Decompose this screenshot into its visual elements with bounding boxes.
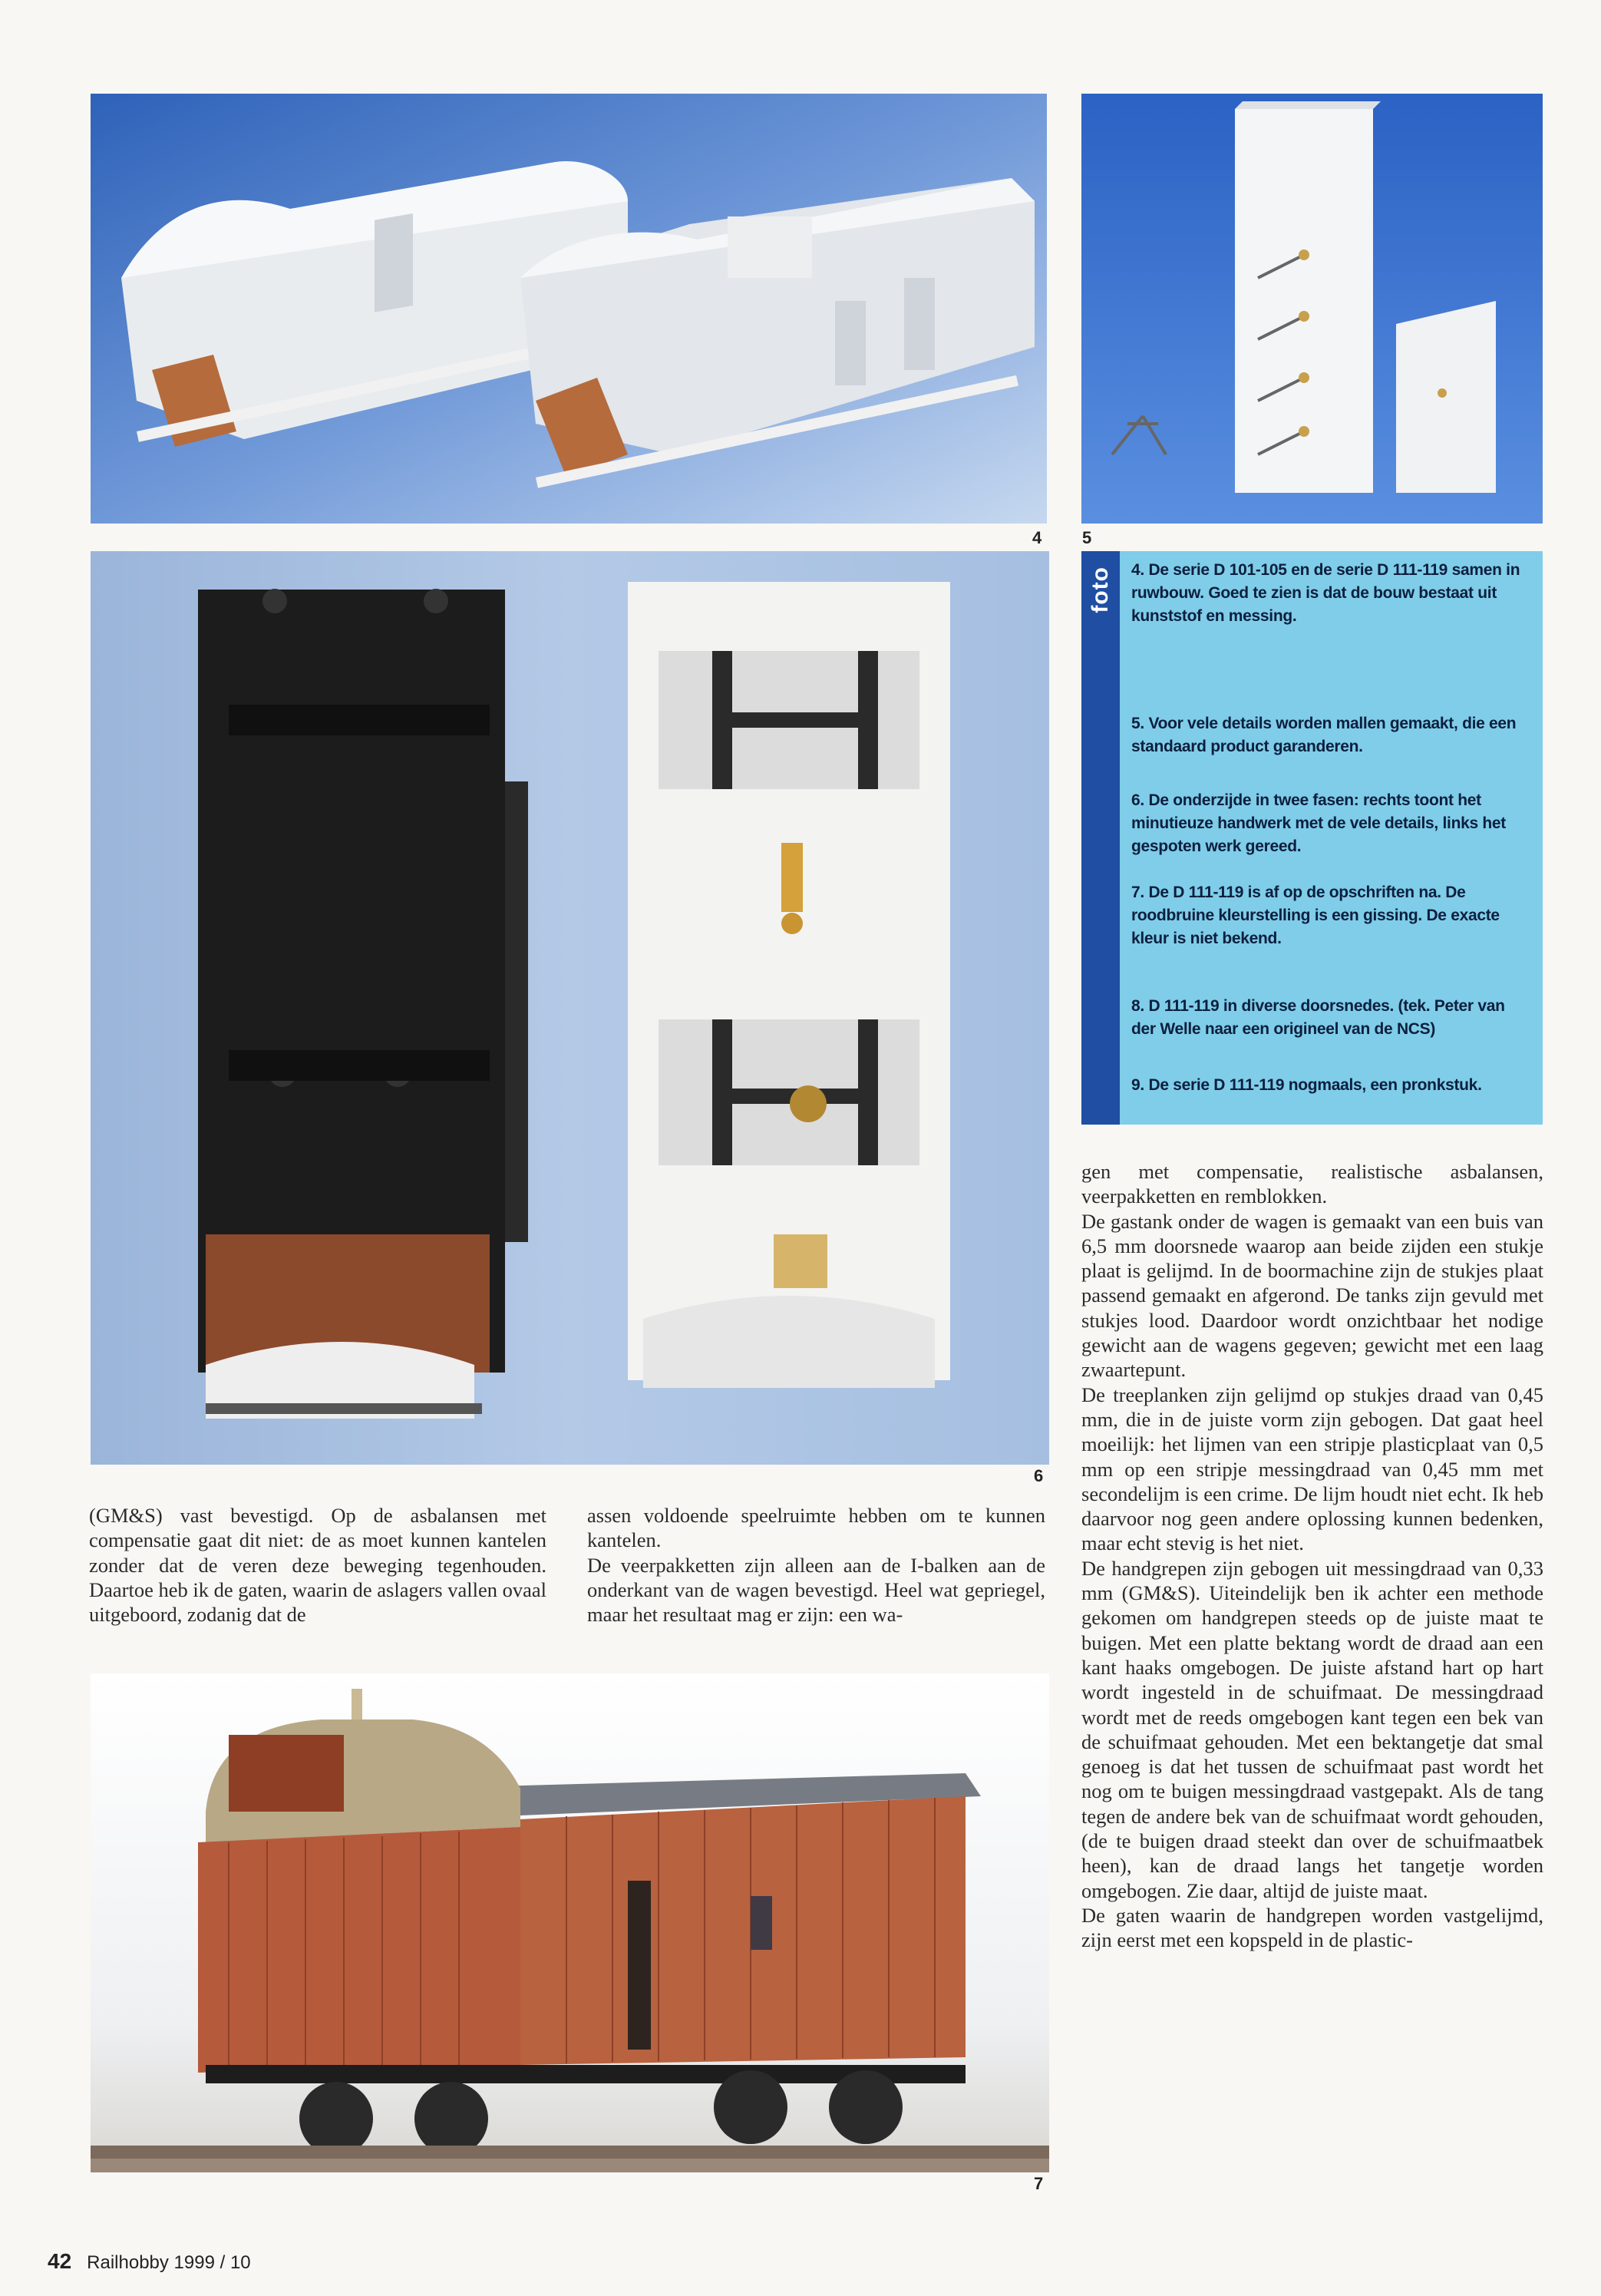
text-right-paragraph-5: De gaten waarin de handgrepen worden vastgelijmd, zijn eerst met een kopspeld in de plastic-: [1081, 1903, 1543, 1952]
text-right-paragraph-3: De treeplanken zijn gelijmd op stukjes draad van 0,45 mm, die in de juiste vorm zijn gebogen. Dat gaat heel moeilijk: het lijmen van een stripje plasticplaat van 0,5 mm op een stripje messingdraad van 0,45 mm met secondelijm is een crime. De lijm houdt niet echt. Ik heb daarvoor nog geen andere oplossing kunnen bedenken, maar echt stevig is het niet.: [1081, 1383, 1543, 1555]
text-column-middle: [587, 1503, 1045, 1627]
caption-7: 7. De D 111-119 is af op de opschriften na. De roodbruine kleurstelling is een gissing. De exacte kleur is niet bekend.: [1131, 884, 1500, 947]
figure-number-4: 4: [1032, 528, 1042, 547]
page-footer: [48, 2249, 251, 2274]
photo-7-finished-wagon: [91, 1673, 1049, 2172]
text-right-paragraph-1: gen met compensatie, realistische asbalansen, veerpakketten en remblokken.: [1081, 1160, 1543, 1208]
text-column-left: (GM&S) vast bevestigd. Op de asbalansen met compensatie gaat dit niet: de as moet kunnen kantelen zonder dat de veren deze beweging tegenhouden. Daartoe heb ik de gaten, waarin de aslagers vallen ovaal uitgeboord, zodanig dat de: [89, 1504, 546, 1627]
caption-tag-label: foto: [1088, 567, 1113, 613]
caption-9: 9. De serie D 111-119 nogmaals, een pronkstuk.: [1131, 1076, 1482, 1094]
text-column-right: [1081, 1159, 1543, 1953]
caption-6: 6. De onderzijde in twee fasen: rechts toont het minutieuze handwerk met de vele details, links het gespoten werk gereed.: [1131, 791, 1506, 855]
page-number: 42: [48, 2249, 72, 2273]
caption-tag-foto: [1081, 551, 1120, 1125]
figure-number-6: 6: [1034, 1466, 1044, 1485]
figure-number-5: 5: [1082, 528, 1092, 547]
figure-number-7: 7: [1034, 2174, 1044, 2193]
text-middle-paragraph-2: De veerpakketten zijn alleen aan de I-balken aan de onderkant van de wagen bevestigd. Heel wat gepriegel, maar het resultaat mag er zijn: een wa-: [587, 1553, 1045, 1627]
text-right-paragraph-4: De handgrepen zijn gebogen uit messingdraad van 0,33 mm (GM&S). Uiteindelijk ben ik achter een methode gekomen om handgrepen steeds op de juiste maat te buigen. Met een platte bektang wordt de draad aan een kant haaks omgebogen. De juiste afstand hart op hart wordt ingesteld in de schuifmaat. De messingdraad wordt met de reeds omgebogen kant tegen een bek van de schuifmaat gehouden. Met een bektangetje dat smal genoeg is dat het tussen de schuifmaat past wordt het nog om te buigen messingdraad vastgepakt. Als de tang tegen de andere bek van de schuifmaat wordt gehouden, (de te buigen draad steekt dan over de schuifmaatbek heen), kan de draad langs het tangetje worden omgebogen. Zie daar, altijd de juiste maat.: [1081, 1556, 1543, 1902]
magazine-issue: Railhobby 1999 / 10: [87, 2252, 251, 2273]
photo-4-raw-wagons: [91, 94, 1047, 524]
caption-5: 5. Voor vele details worden mallen gemaakt, die een standaard product garanderen.: [1131, 715, 1517, 755]
text-right-paragraph-2: De gastank onder de wagen is gemaakt van een buis van 6,5 mm doorsnede waarop aan beide zijden een stukje plaat is gelijmd. In de boormachine zijn de stukjes plaat passend gemaakt en afgerond. De tanks zijn gevuld met stukjes lood. Daardoor wordt onzichtbaar het nodige gewicht aan de wagens gegeven; gewicht met een laag zwaartepunt.: [1081, 1209, 1543, 1382]
caption-4: 4. De serie D 101-105 en de serie D 111-119 samen in ruwbouw. Goed te zien is dat de bouw bestaat uit kunststof en messing.: [1131, 561, 1520, 625]
photo-5-molds: [1081, 94, 1543, 524]
text-middle-paragraph-1: assen voldoende speelruimte hebben om te kunnen kantelen.: [587, 1504, 1045, 1552]
caption-8: 8. D 111-119 in diverse doorsnedes. (tek. Peter van der Welle naar een origineel van de NCS): [1131, 997, 1505, 1038]
photo-6-undersides: [91, 551, 1049, 1465]
